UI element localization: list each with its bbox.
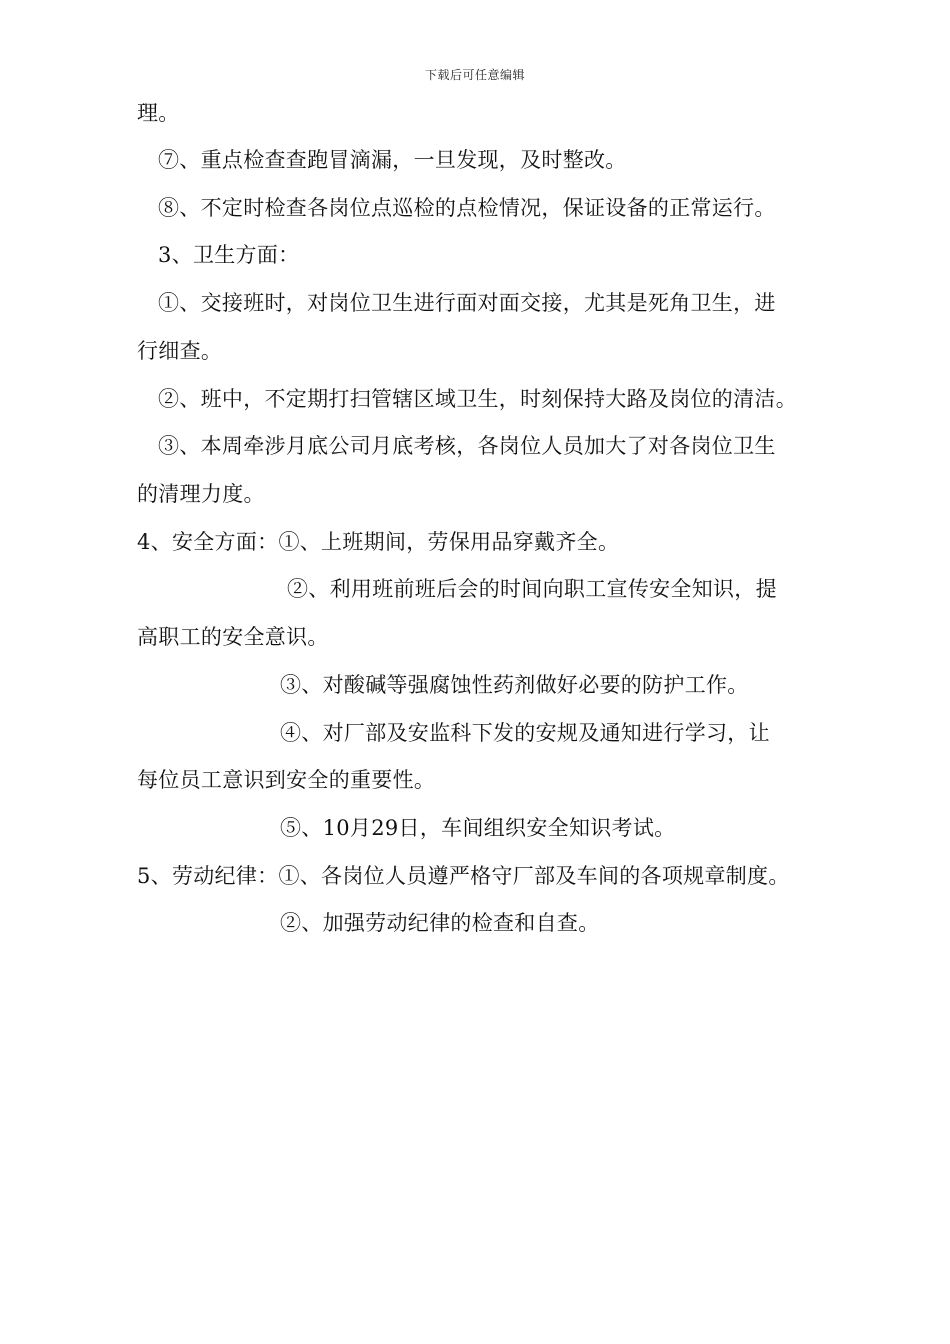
text-line: 5、劳动纪律：①、各岗位人员遵严格守厂部及车间的各项规章制度。 bbox=[137, 864, 790, 888]
text-line: ⑧、不定时检查各岗位点巡检的点检情况，保证设备的正常运行。 bbox=[158, 196, 776, 220]
text-line: 4、安全方面：①、上班期间，劳保用品穿戴齐全。 bbox=[137, 530, 620, 554]
text-line: 的清理力度。 bbox=[137, 482, 265, 506]
text-line: 行细查。 bbox=[137, 339, 223, 363]
text-line: ②、班中，不定期打扫管辖区域卫生，时刻保持大路及岗位的清洁。 bbox=[158, 387, 797, 411]
text-line: 每位员工意识到安全的重要性。 bbox=[137, 768, 436, 792]
text-line: ⑦、重点检查查跑冒滴漏，一旦发现，及时整改。 bbox=[158, 148, 627, 172]
text-line: ⑤、10月29日，车间组织安全知识考试。 bbox=[280, 816, 676, 840]
text-line: ②、加强劳动纪律的检查和自查。 bbox=[280, 911, 600, 935]
page-header-note: 下载后可任意编辑 bbox=[424, 68, 525, 82]
text-line: ③、对酸碱等强腐蚀性药剂做好必要的防护工作。 bbox=[280, 673, 749, 697]
text-line: 3、卫生方面： bbox=[158, 243, 300, 267]
text-line: ②、利用班前班后会的时间向职工宣传安全知识，提 bbox=[287, 577, 777, 601]
text-line: ④、对厂部及安监科下发的安规及通知进行学习，让 bbox=[280, 721, 770, 745]
text-line: 理。 bbox=[137, 101, 180, 125]
text-line: 高职工的安全意识。 bbox=[137, 625, 329, 649]
text-line: ①、交接班时，对岗位卫生进行面对面交接，尤其是死角卫生，进 bbox=[158, 291, 776, 315]
text-line: ③、本周牵涉月底公司月底考核，各岗位人员加大了对各岗位卫生 bbox=[158, 434, 776, 458]
